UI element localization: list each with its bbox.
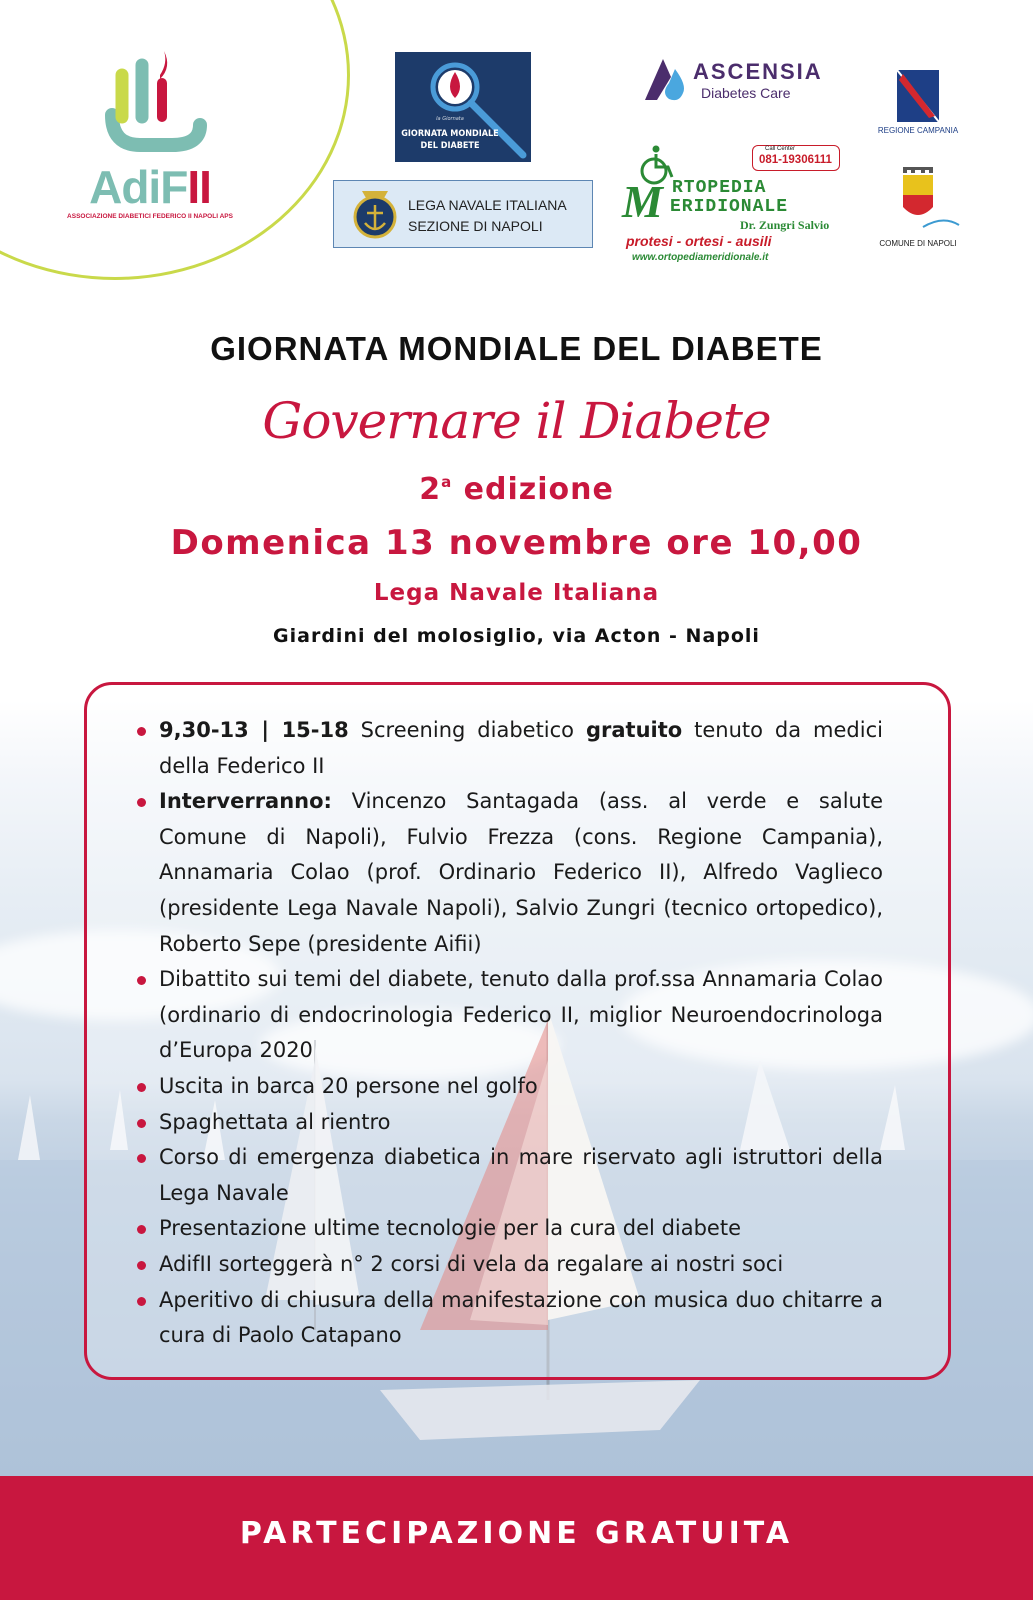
campania-shield-icon xyxy=(873,68,963,126)
comune-napoli-label: COMUNE DI NAPOLI xyxy=(879,239,957,248)
event-date: Domenica 13 novembre ore 10,00 xyxy=(170,523,863,563)
ortopedia-word2: ERIDIONALE xyxy=(670,197,789,217)
event-edition: 2$^a$ edizione xyxy=(419,472,614,507)
giornata-logo-text: GIORNATA MONDIALE DEL DIABETE xyxy=(401,129,499,151)
ascensia-name: ASCENSIA xyxy=(693,59,823,84)
ortopedia-meridionale-logo xyxy=(622,145,837,270)
program-item-speakers: Interverranno: Vincenzo Santagada (ass. al verde e salute Comune di Napoli), Fulvio Frezza (cons. Regione Campania), Annamaria Colao (prof. Ordinario Federico II), Alfredo Vaglieco (presidente Lega Navale Napoli), Salvio Zungri (tecnico ortopedico), Roberto Sepe (presidente Aifii) xyxy=(137,784,883,962)
program-item-spaghettata: Spaghettata al rientro xyxy=(137,1105,883,1141)
event-venue: Lega Navale Italiana xyxy=(373,580,660,606)
program-list xyxy=(137,713,883,1354)
program-item-boat-trip: Uscita in barca 20 persone nel golfo xyxy=(137,1069,883,1105)
lega-navale-anchor-icon xyxy=(340,181,410,247)
giornata-logo-small: la Giornata xyxy=(436,116,464,122)
giornata-mondiale-logo xyxy=(395,52,531,162)
program-item-emergency-course: Corso di emergenza diabetica in mare riservato agli istruttori della Lega Navale xyxy=(137,1140,883,1211)
ortopedia-services: protesi - ortesi - ausili xyxy=(626,233,772,249)
footer-text: PARTECIPAZIONE GRATUITA xyxy=(239,1516,794,1551)
regione-campania-label: REGIONE CAMPANIA xyxy=(877,126,959,135)
adif-subtitle: ASSOCIAZIONE DIABETICI FEDERICO II NAPOLI APS xyxy=(67,213,233,220)
event-address: Giardini del molosiglio, via Acton - Napoli xyxy=(273,625,760,647)
lega-navale-line1: LEGA NAVALE ITALIANA xyxy=(408,197,567,213)
adif-name: AdiFII xyxy=(89,161,211,213)
program-item-aperitivo: Aperitivo di chiusura della manifestazione con musica duo chitarre a cura di Paolo Catapano xyxy=(137,1283,883,1354)
event-title: Governare il Diabete xyxy=(262,392,771,450)
ortopedia-website: www.ortopediameridionale.it xyxy=(632,252,769,263)
ortopedia-word1: RTOPEDIA xyxy=(672,178,767,198)
program-item-sailing-raffle: AdifII sorteggerà n° 2 corsi di vela da regalare ai nostri soci xyxy=(137,1247,883,1283)
program-item-screening: 9,30-13 | 15-18 Screening diabetico gratuito tenuto da medici della Federico II xyxy=(137,713,883,784)
event-heading: GIORNATA MONDIALE DEL DIABETE xyxy=(210,330,823,367)
program-item-technology: Presentazione ultime tecnologie per la cura del diabete xyxy=(137,1211,883,1247)
adif-hands-icon xyxy=(60,45,240,160)
program-item-debate: Dibattito sui temi del diabete, tenuto dalla prof.ssa Annamaria Colao (ordinario di endocrinologia Federico II, miglior Neuroendocrinologa d’Europa 2020 xyxy=(137,962,883,1069)
ascensia-drop-icon xyxy=(635,55,693,105)
ascensia-subtitle: Diabetes Care xyxy=(701,85,791,101)
ascensia-logo xyxy=(635,55,830,110)
lega-navale-line2: SEZIONE DI NAPOLI xyxy=(408,218,543,234)
program-box xyxy=(84,682,951,1380)
regione-campania-logo xyxy=(873,68,963,143)
footer-banner xyxy=(0,1476,1033,1600)
adif-logo xyxy=(60,45,240,235)
ortopedia-monogram: M xyxy=(622,176,663,227)
napoli-crest-icon xyxy=(873,165,963,237)
lega-navale-logo xyxy=(333,180,593,248)
comune-napoli-logo xyxy=(873,165,963,255)
call-center-badge: Call Center 081-19306111 xyxy=(752,145,840,171)
ortopedia-doctor: Dr. Zungri Salvio xyxy=(740,218,830,232)
